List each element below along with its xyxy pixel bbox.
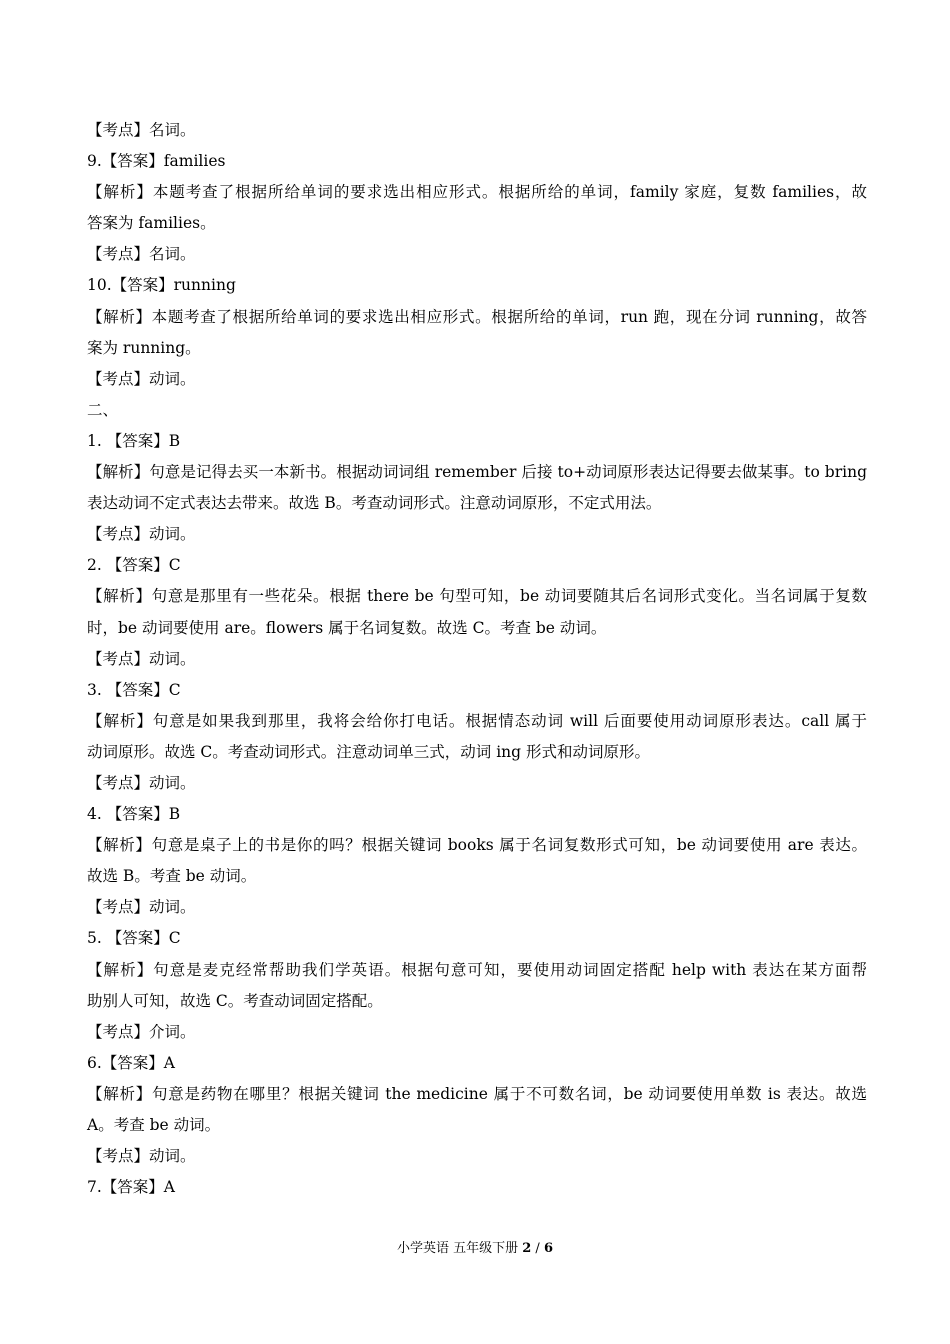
text-line: 【考点】动词。 bbox=[87, 649, 196, 668]
page-number-separator: / bbox=[531, 1241, 544, 1256]
text-line: 【解析】句意是麦克经常帮助我们学英语。根据句意可知，要使用动词固定搭配 help with 表达在某方面帮 bbox=[87, 960, 867, 979]
text-line: 【考点】名词。 bbox=[87, 121, 196, 139]
text-line: 【考点】名词。 bbox=[87, 245, 196, 264]
text-line: 5. 【答案】C bbox=[87, 929, 181, 948]
document-body bbox=[87, 115, 867, 1203]
text-line: 3. 【答案】C bbox=[87, 680, 181, 699]
text-line: 9.【答案】families bbox=[87, 152, 226, 171]
text-line: 1. 【答案】B bbox=[87, 431, 181, 450]
text-line: 【考点】动词。 bbox=[87, 369, 196, 388]
text-line: 时，be 动词要使用 are。flowers 属于名词复数。故选 C。考查 be 动词。 bbox=[87, 618, 607, 637]
text-line: 2. 【答案】C bbox=[87, 556, 181, 575]
text-line: 6.【答案】A bbox=[87, 1053, 175, 1072]
text-line: 【解析】句意是药物在哪里？根据关键词 the medicine 属于不可数名词，be 动词要使用单数 is 表达。故选 bbox=[87, 1084, 867, 1103]
text-line: 【解析】句意是如果我到那里，我将会给你打电话。根据情态动词 will 后面要使用动词原形表达。call 属于 bbox=[87, 711, 867, 730]
text-line: 【考点】动词。 bbox=[87, 525, 196, 544]
text-line: 案为 running。 bbox=[87, 338, 201, 357]
text-line: 二、 bbox=[87, 400, 119, 419]
text-line: 故选 B。考查 be 动词。 bbox=[87, 867, 257, 886]
text-line: 10.【答案】running bbox=[87, 276, 236, 295]
text-line: 【解析】本题考查了根据所给单词的要求选出相应形式。根据所给的单词，run 跑，现在分词 running，故答 bbox=[87, 307, 867, 326]
text-line: 【考点】动词。 bbox=[87, 898, 196, 917]
text-line: 答案为 families。 bbox=[87, 214, 216, 233]
text-line: 【解析】句意是记得去买一本新书。根据动词词组 remember 后接 to+动词原形表达记得要去做某事。to bring bbox=[87, 463, 867, 482]
text-line: 助别人可知，故选 C。考查动词固定搭配。 bbox=[87, 991, 383, 1010]
text-line: 【考点】动词。 bbox=[87, 773, 196, 792]
text-line: 表达动词不定式表达去带来。故选 B。考查动词形式。注意动词原形，不定式用法。 bbox=[87, 494, 662, 513]
text-line: 【解析】句意是桌子上的书是你的吗？根据关键词 books 属于名词复数形式可知，be 动词要使用 are 表达。 bbox=[87, 836, 867, 855]
text-line: 【解析】句意是那里有一些花朵。根据 there be 句型可知，be 动词要随其后名词形式变化。当名词属于复数 bbox=[87, 587, 867, 606]
text-line: 7.【答案】A bbox=[87, 1178, 175, 1197]
text-line: 【解析】本题考查了根据所给单词的要求选出相应形式。根据所给的单词，family 家庭，复数 families，故 bbox=[87, 183, 867, 202]
text-line: 【考点】介词。 bbox=[87, 1022, 196, 1041]
text-line: 【考点】动词。 bbox=[87, 1147, 196, 1166]
text-line: A。考查 be 动词。 bbox=[87, 1116, 221, 1134]
page-number-current: 2 bbox=[522, 1241, 532, 1256]
text-line: 动词原形。故选 C。考查动词形式。注意动词单三式，动词 ing 形式和动词原形。 bbox=[87, 742, 651, 761]
footer-subject: 小学英语 五年级下册 bbox=[396, 1241, 523, 1256]
page-footer bbox=[0, 1240, 950, 1258]
page-number-total: 6 bbox=[543, 1241, 553, 1256]
text-line: 4. 【答案】B bbox=[87, 805, 181, 824]
